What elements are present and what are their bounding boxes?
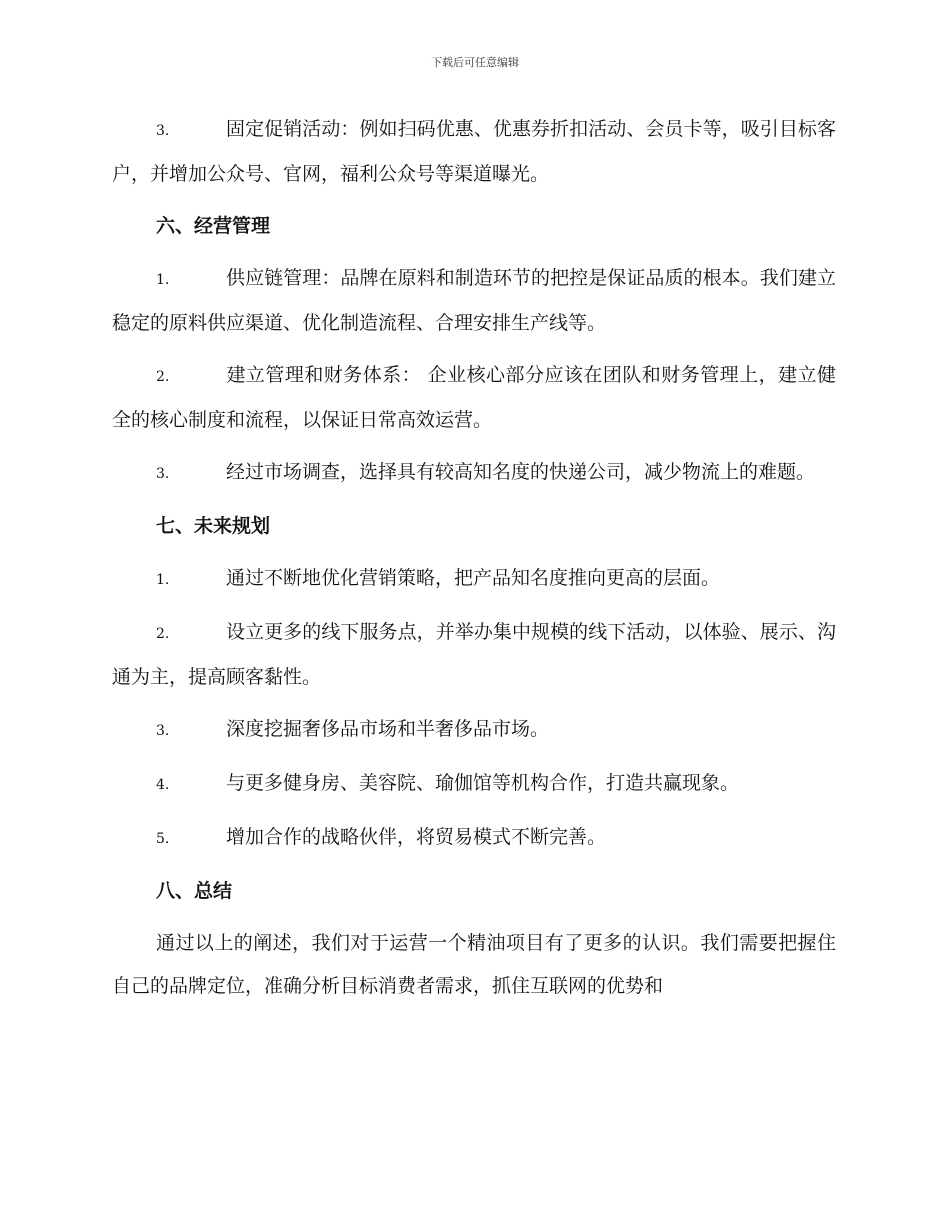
list-text: 通过不断地优化营销策略，把产品知名度推向更高的层面。: [226, 567, 721, 589]
list-item: [112, 611, 836, 699]
section-heading-operations: 六、经营管理: [156, 215, 271, 237]
list-text: 建立管理和财务体系： 企业核心部分应该在团队和财务管理上，建立健全的核心制度和流程，以保证日常高效运营。: [112, 364, 836, 431]
list-text: 供应链管理：品牌在原料和制造环节的把控是保证品质的根本。我们建立稳定的原料供应渠道、优化制造流程、合理安排生产线等。: [112, 267, 836, 334]
list-number: 2.: [156, 369, 170, 385]
list-item: [112, 108, 836, 196]
list-number: 1.: [156, 572, 170, 588]
list-item: [112, 816, 836, 861]
list-number: 3.: [156, 466, 170, 482]
list-text: 固定促销活动：例如扫码优惠、优惠券折扣活动、会员卡等，吸引目标客户，并增加公众号、官网，福利公众号等渠道曝光。: [112, 118, 836, 185]
list-item: [112, 354, 836, 442]
summary-paragraph: 通过以上的阐述，我们对于运营一个精油项目有了更多的认识。我们需要把握住自己的品牌定位，准确分析目标消费者需求，抓住互联网的优势和: [112, 932, 836, 997]
list-number: 1.: [156, 272, 170, 288]
list-item: [112, 708, 836, 753]
list-text: 与更多健身房、美容院、瑜伽馆等机构合作，打造共赢现象。: [226, 772, 740, 794]
page-header: 下载后可任意编辑: [431, 56, 519, 69]
list-number: 3.: [156, 723, 170, 739]
list-text: 设立更多的线下服务点，并举办集中规模的线下活动，以体验、展示、沟通为主，提高顾客黏性。: [112, 621, 836, 688]
document-body: [112, 108, 836, 1008]
list-number: 2.: [156, 626, 170, 642]
list-text: 增加合作的战略伙伴，将贸易模式不断完善。: [226, 826, 607, 848]
list-text: 经过市场调查，选择具有较高知名度的快递公司，减少物流上的难题。: [226, 461, 816, 483]
list-number: 5.: [156, 831, 170, 847]
list-number: 4.: [156, 777, 170, 793]
list-item: [112, 257, 836, 345]
list-text: 深度挖掘奢侈品市场和半奢侈品市场。: [226, 718, 550, 740]
list-item: [112, 557, 836, 602]
list-item: [112, 762, 836, 807]
section-heading-future-plans: 七、未来规划: [156, 515, 271, 537]
list-item: [112, 451, 836, 496]
list-number: 3.: [156, 123, 170, 139]
section-heading-summary: 八、总结: [156, 880, 233, 902]
